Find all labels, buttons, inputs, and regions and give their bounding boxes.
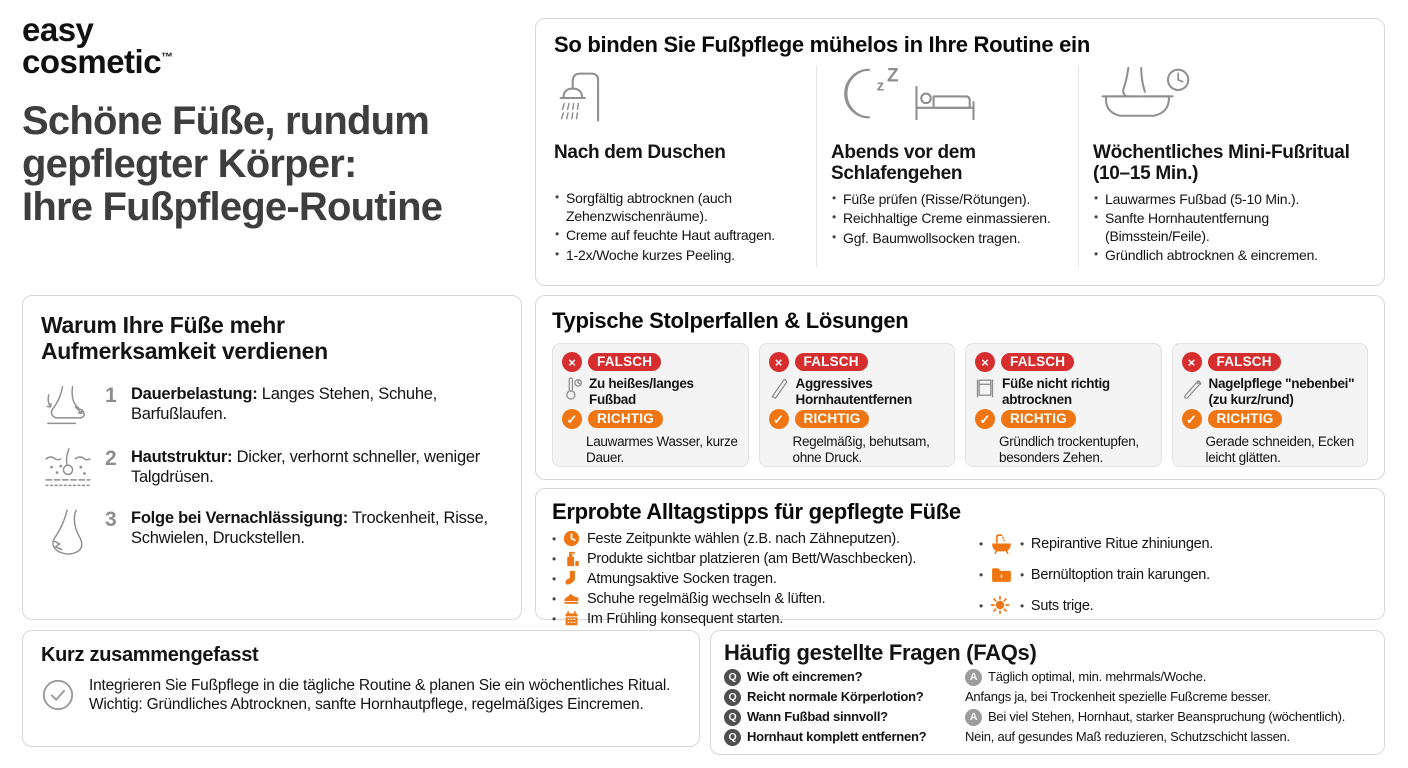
routine-column-evening xyxy=(816,66,1078,267)
falsch-badge: FALSCH xyxy=(795,353,868,371)
foot-arrows-icon xyxy=(41,384,95,428)
towel-icon xyxy=(975,376,997,405)
faq-heading: Häufig gestellte Fragen (FAQs) xyxy=(724,640,1037,665)
why-item-1 xyxy=(41,384,503,428)
summary-heading: Kurz zusammengefasst xyxy=(41,644,259,666)
check-circle-icon: ✓ xyxy=(562,409,582,429)
q-badge-icon: Q xyxy=(724,709,741,726)
routine-heading: So binden Sie Fußpflege mühelos in Ihre Routine ein xyxy=(554,32,1090,57)
clock-icon xyxy=(563,530,580,547)
a-badge-icon: A xyxy=(965,669,982,686)
richtig-badge: RICHTIG xyxy=(1208,410,1283,428)
right-text: Gründlich trockentupfen, besonders Zehen. xyxy=(999,434,1139,465)
faq-answer: Nein, auf gesundes Maß reduzieren, Schutzschicht lassen. xyxy=(965,729,1290,745)
moon-bed-icon xyxy=(831,66,1066,138)
x-circle-icon: × xyxy=(1182,352,1202,372)
right-text: Regelmäßig, behutsam, ohne Druck. xyxy=(792,434,930,465)
bullet-item: • Reichhaltige Creme einmassieren. xyxy=(831,210,1066,228)
faq-row xyxy=(724,729,1371,746)
page-title xyxy=(22,100,442,230)
title-line: Schöne Füße, rundum xyxy=(22,99,430,143)
pitfalls-card xyxy=(535,295,1385,480)
footbath-clock-icon xyxy=(1093,66,1354,138)
item-text: Folge bei Vernachlässigung: Trockenheit, Risse, Schwielen, Druckstellen. xyxy=(131,508,488,547)
why-item-2 xyxy=(41,447,503,489)
tip-item: • Feste Zeitpunkte wählen (z.B. nach Zähneputzen). xyxy=(552,530,900,547)
q-badge-icon: Q xyxy=(724,689,741,706)
item-text: Dauerbelastung: Langes Stehen, Schuhe, Barfußlaufen. xyxy=(131,384,438,423)
title-line: gepflegter Körper: xyxy=(22,142,357,187)
routine-column-shower xyxy=(554,66,816,267)
tip-item: • Schuhe regelmäßig wechseln & lüften. xyxy=(552,590,826,607)
wrong-text: Zu heißes/langes Fußbad xyxy=(589,376,694,407)
routine-bullets xyxy=(1093,191,1354,265)
routine-column-ritual xyxy=(1078,66,1366,267)
item-number: 3 xyxy=(105,507,117,531)
item-number: 2 xyxy=(105,446,117,470)
faq-question: Wann Fußbad sinnvoll? xyxy=(747,709,888,725)
title-line: Ihre Fußpflege-Routine xyxy=(22,185,443,230)
routine-column-heading: Nach dem Duschen xyxy=(554,142,726,163)
q-badge-icon: Q xyxy=(724,729,741,746)
x-circle-icon: × xyxy=(562,352,582,372)
shoe-icon xyxy=(563,590,580,607)
why-heading: Warum Ihre Füße mehr Aufmerksamkeit verdienen xyxy=(41,312,328,365)
routine-column-heading: Abends vor dem Schlafengehen xyxy=(831,142,976,185)
falsch-badge: FALSCH xyxy=(1001,353,1074,371)
pitfall-item-drying xyxy=(965,343,1162,467)
sock-icon xyxy=(563,570,580,587)
why-item-3 xyxy=(41,508,503,558)
bullet-item: • Gründlich abtrocknen & eincremen. xyxy=(1093,247,1354,265)
tip-item: • Atmungsaktive Socken tragen. xyxy=(552,570,777,587)
tip-item: • • Bernültoption train karungen. xyxy=(979,564,1368,585)
brand-line1: easy xyxy=(22,11,94,48)
routine-bullets xyxy=(554,190,804,264)
folder-icon xyxy=(990,564,1013,585)
bullet-item: • Sorgfältig abtrocknen (auch Zehenzwischenräume). xyxy=(554,190,804,225)
why-card xyxy=(22,295,522,620)
faq-question: Reicht normale Körperlotion? xyxy=(747,689,924,705)
routine-card xyxy=(535,18,1385,286)
routine-bullets xyxy=(831,191,1066,248)
richtig-badge: RICHTIG xyxy=(588,410,663,428)
nail-clipper-icon xyxy=(1182,376,1204,405)
tip-item: • • Suts trige. xyxy=(979,595,1368,616)
wrong-text: Aggressives Hornhautentfernen xyxy=(795,376,912,407)
tip-item: • • Repirantive Ritue zhiniungen. xyxy=(979,533,1368,554)
wrong-text: Nagelpflege "nebenbei" (zu kurz/rund) xyxy=(1208,376,1355,407)
sun-icon xyxy=(990,595,1013,616)
tips-card xyxy=(535,488,1385,627)
tip-item: • Produkte sichtbar platzieren (am Bett/Waschbecken). xyxy=(552,550,917,567)
tips-heading: Erprobte Alltagstipps für gepflegte Füße xyxy=(552,499,961,524)
svg-text:Z: Z xyxy=(887,66,899,87)
calendar-icon xyxy=(563,610,580,627)
faq-answer: Anfangs ja, bei Trockenheit spezielle Fußcreme besser. xyxy=(965,689,1271,705)
faq-card xyxy=(710,630,1385,755)
skin-layers-icon xyxy=(41,447,95,489)
bottle-icon xyxy=(563,550,580,567)
pitfalls-row xyxy=(552,343,1368,467)
trademark-symbol: ™ xyxy=(161,50,173,65)
faq-row xyxy=(724,709,1371,726)
bullet-item: • Füße prüfen (Risse/Rötungen). xyxy=(831,191,1066,209)
faq-answer: Täglich optimal, min. mehrmals/Woche. xyxy=(988,669,1207,685)
pitfall-item-callus xyxy=(759,343,956,467)
pitfalls-heading: Typische Stolperfallen & Lösungen xyxy=(552,308,909,333)
check-circle-icon: ✓ xyxy=(1182,409,1202,429)
item-number: 1 xyxy=(105,383,117,407)
x-circle-icon: × xyxy=(769,352,789,372)
scraper-icon xyxy=(769,376,791,405)
falsch-badge: FALSCH xyxy=(588,353,661,371)
a-badge-icon: A xyxy=(965,709,982,726)
pitfall-item-nails xyxy=(1172,343,1369,467)
check-circle-icon: ✓ xyxy=(975,409,995,429)
foot-crack-icon xyxy=(41,508,95,558)
richtig-badge: RICHTIG xyxy=(1001,410,1076,428)
shower-icon xyxy=(554,66,804,138)
check-circle-icon: ✓ xyxy=(769,409,789,429)
bathtub-icon xyxy=(990,533,1013,554)
wrong-text: Füße nicht richtig abtrocknen xyxy=(1002,376,1110,407)
thermometer-icon xyxy=(562,376,584,405)
summary-card xyxy=(22,630,700,747)
routine-columns xyxy=(554,66,1366,267)
right-text: Lauwarmes Wasser, kurze Dauer. xyxy=(586,434,738,465)
bullet-item: • Lauwarmes Fußbad (5-10 Min.). xyxy=(1093,191,1354,209)
faq-question: Wie oft eincremen? xyxy=(747,669,863,685)
svg-text:z: z xyxy=(876,77,885,95)
routine-column-heading: Wöchentliches Mini-Fußritual (10–15 Min.) xyxy=(1093,142,1350,185)
q-badge-icon: Q xyxy=(724,669,741,686)
falsch-badge: FALSCH xyxy=(1208,353,1281,371)
right-text: Gerade schneiden, Ecken leicht glätten. xyxy=(1205,434,1354,465)
x-circle-icon: × xyxy=(975,352,995,372)
brand-line2: cosmetic™ xyxy=(22,43,173,81)
faq-row xyxy=(724,689,1371,706)
faq-row xyxy=(724,669,1371,686)
bullet-item: • Creme auf feuchte Haut auftragen. xyxy=(554,227,804,245)
bullet-item: • Sanfte Hornhautentfernung (Bimsstein/Feile). xyxy=(1093,210,1354,245)
check-circle-outline-icon xyxy=(41,678,75,712)
bullet-item: • Ggf. Baumwollsocken tragen. xyxy=(831,230,1066,248)
item-text: Hautstruktur: Dicker, verhornt schneller, weniger Talgdrüsen. xyxy=(131,447,481,486)
pitfall-item-footbath xyxy=(552,343,749,467)
brand-logo xyxy=(22,11,173,81)
tips-left-column xyxy=(552,530,967,630)
tips-right-column xyxy=(967,530,1368,630)
tip-item: • Im Frühling konsequent starten. xyxy=(552,610,784,627)
bullet-item: • 1-2x/Woche kurzes Peeling. xyxy=(554,247,804,265)
richtig-badge: RICHTIG xyxy=(795,410,870,428)
faq-question: Hornhaut komplett entfernen? xyxy=(747,729,927,745)
summary-text: Integrieren Sie Fußpflege in die tägliche Routine & planen Sie ein wöchentliches Ritual. Wichtig: Gründliches Abtrocknen, sanfte Hornhautpflege, regelmäßiges Eincremen. xyxy=(89,677,671,714)
faq-answer: Bei viel Stehen, Hornhaut, starker Beanspruchung (wöchentlich). xyxy=(988,709,1346,725)
